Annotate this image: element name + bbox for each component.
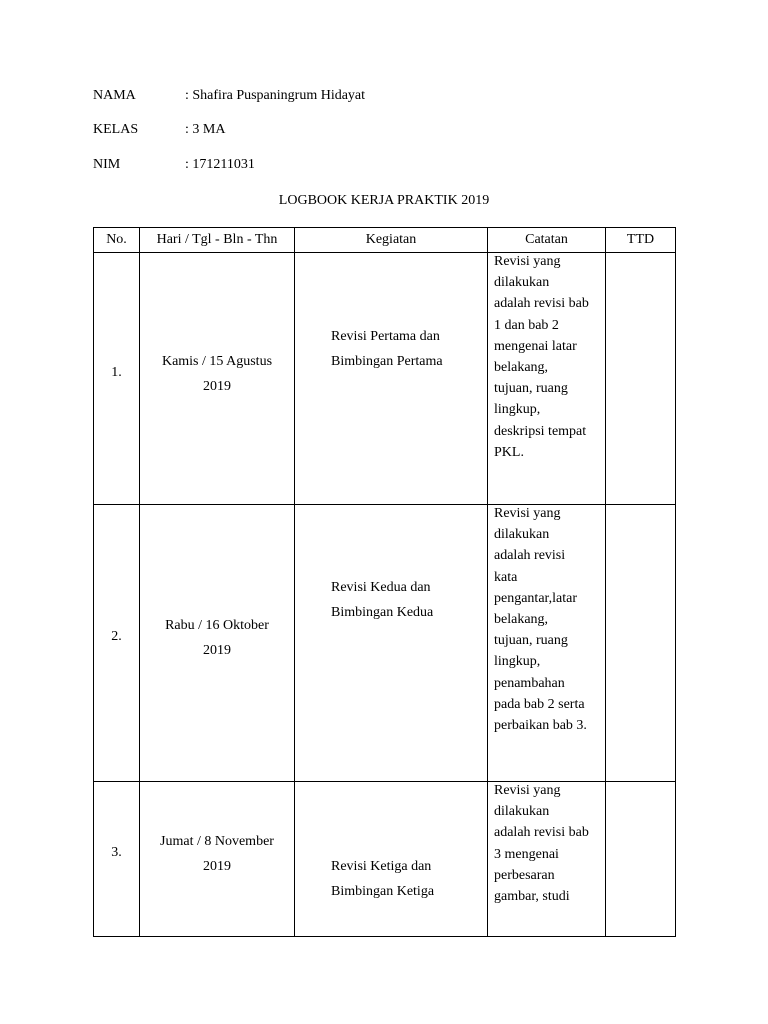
note-line: 1 dan bab 2 <box>494 317 559 333</box>
nim-value: : 171211031 <box>185 157 255 172</box>
activity-cell <box>295 505 488 782</box>
signature-cell[interactable] <box>606 782 676 937</box>
kelas-value: : 3 MA <box>185 122 226 137</box>
nama-label: NAMA <box>93 88 136 103</box>
kelas-label: KELAS <box>93 122 139 137</box>
date-cell <box>140 253 295 505</box>
table-row <box>94 782 676 937</box>
activity-line: Revisi Pertama dan <box>331 329 440 344</box>
note-line: gambar, studi <box>494 889 570 905</box>
note-line: Revisi yang <box>494 783 561 798</box>
date-line: Rabu / 16 Oktober <box>165 618 269 633</box>
header-notes: Catatan <box>488 228 606 253</box>
nim-label: NIM <box>93 157 121 172</box>
row-number-cell <box>94 782 140 937</box>
date-cell <box>140 505 295 782</box>
activity-line: Revisi Kedua dan <box>331 580 431 595</box>
note-line: lingkup, <box>494 402 541 418</box>
note-line: adalah revisi bab <box>494 296 589 312</box>
row-number-cell <box>94 505 140 782</box>
note-line: lingkup, <box>494 654 541 670</box>
note-line: pada bab 2 serta <box>494 696 585 712</box>
note-line: tujuan, ruang <box>494 381 568 397</box>
row-number: 1. <box>111 365 122 380</box>
note-line: mengenai latar <box>494 338 577 354</box>
row-number: 3. <box>111 845 122 860</box>
signature-cell[interactable] <box>606 253 676 505</box>
note-line: penambahan <box>494 675 565 691</box>
header-no: No. <box>94 228 140 253</box>
logbook-table <box>93 227 676 937</box>
row-number-cell <box>94 253 140 505</box>
note-line: dilakukan <box>494 804 550 820</box>
header-date: Hari / Tgl - Bln - Thn <box>140 228 295 253</box>
notes-cell <box>488 253 606 505</box>
header-ttd: TTD <box>606 228 676 253</box>
page-title: LOGBOOK KERJA PRAKTIK 2019 <box>278 193 490 208</box>
note-line: dilakukan <box>494 527 550 543</box>
notes-cell <box>488 782 606 937</box>
nama-value: : Shafira Puspaningrum Hidayat <box>185 88 366 103</box>
activity-line: Revisi Ketiga dan <box>331 859 432 874</box>
date-cell <box>140 782 295 937</box>
note-line: kata <box>494 569 518 585</box>
note-line: pengantar,latar <box>494 590 578 606</box>
date-year: 2019 <box>203 379 231 394</box>
note-line: dilakukan <box>494 275 550 291</box>
date-year: 2019 <box>203 643 231 658</box>
table-row <box>94 505 676 782</box>
date-line: Jumat / 8 November <box>160 834 274 849</box>
signature-cell[interactable] <box>606 505 676 782</box>
note-line: PKL. <box>494 444 524 460</box>
activity-cell <box>295 253 488 505</box>
note-line: belakang, <box>494 360 549 376</box>
note-line: deskripsi tempat <box>494 423 587 439</box>
note-line: perbesaran <box>494 867 555 883</box>
note-line: adalah revisi bab <box>494 825 589 841</box>
activity-line: Bimbingan Pertama <box>331 354 443 369</box>
note-line: Revisi yang <box>494 506 561 521</box>
activity-line: Bimbingan Kedua <box>331 605 434 620</box>
note-line: Revisi yang <box>494 254 561 269</box>
date-year: 2019 <box>203 859 231 874</box>
activity-line: Bimbingan Ketiga <box>331 884 435 899</box>
note-line: perbaikan bab 3. <box>494 718 587 734</box>
notes-cell <box>488 505 606 782</box>
note-line: adalah revisi <box>494 548 566 564</box>
note-line: 3 mengenai <box>494 846 559 862</box>
table-row <box>94 253 676 505</box>
header-activity: Kegiatan <box>295 228 488 253</box>
note-line: tujuan, ruang <box>494 633 568 649</box>
date-line: Kamis / 15 Agustus <box>161 354 273 369</box>
row-number: 2. <box>111 629 122 644</box>
activity-cell <box>295 782 488 937</box>
note-line: belakang, <box>494 612 549 628</box>
